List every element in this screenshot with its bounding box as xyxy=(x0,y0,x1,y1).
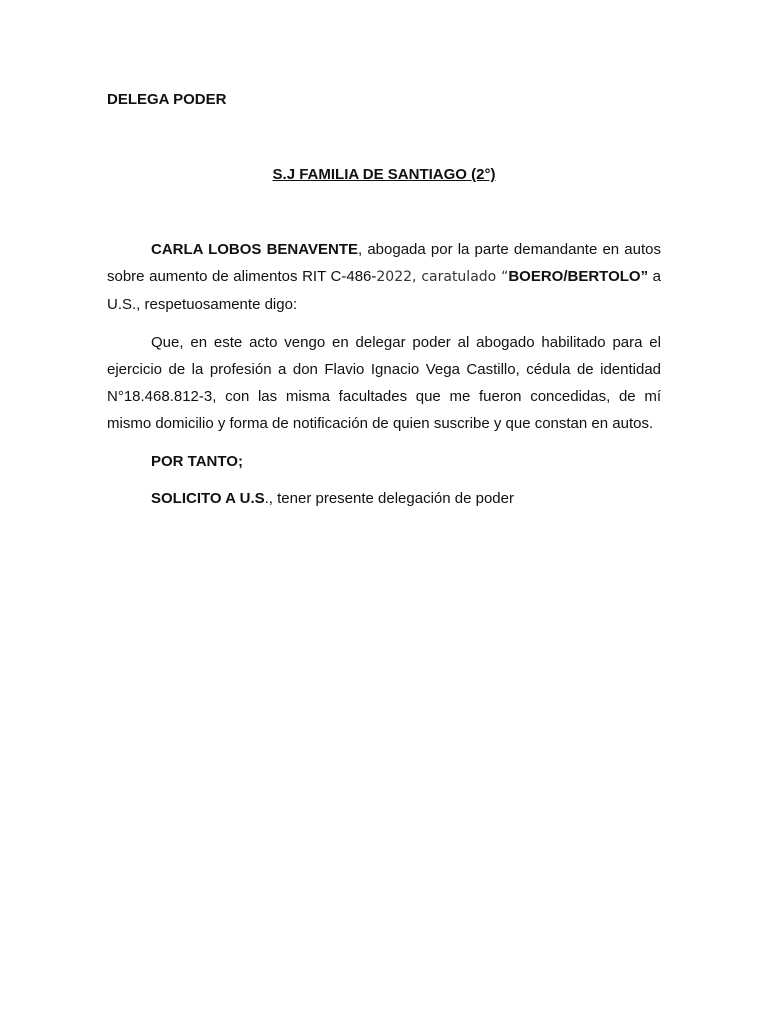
document-body xyxy=(107,236,661,522)
intro-closing: a U.S., respetuosamente digo: xyxy=(107,268,661,313)
year-text: 2022, caratulado “ xyxy=(376,269,509,285)
case-name: BOERO/BERTOLO” xyxy=(508,268,649,285)
paragraph-delegation: Que, en este acto vengo en delegar poder al abogado habilitado para el ejercicio de la profesión a don Flavio Ignacio Vega Castillo, cédula de identidad N°18.468.812-3, con las misma facultades que me fueron concedidas, de mí mismo domicilio y forma de notificación de quien suscribe y que constan en autos. xyxy=(107,334,661,432)
court-title: S.J FAMILIA DE SANTIAGO (2°) xyxy=(272,166,496,183)
lawyer-name: CARLA LOBOS BENAVENTE xyxy=(151,241,358,258)
paragraph-intro xyxy=(107,236,661,318)
document-heading: DELEGA PODER xyxy=(107,91,227,108)
request-lead: SOLICITO A U.S xyxy=(151,490,265,507)
paragraph-request xyxy=(107,485,661,512)
paragraph-por-tanto: POR TANTO; xyxy=(151,453,243,470)
intro-text: , abogada por la parte demandante en autos sobre aumento de alimentos RIT C-486- xyxy=(107,241,661,285)
request-text: ., tener presente delegación de poder xyxy=(264,490,514,507)
